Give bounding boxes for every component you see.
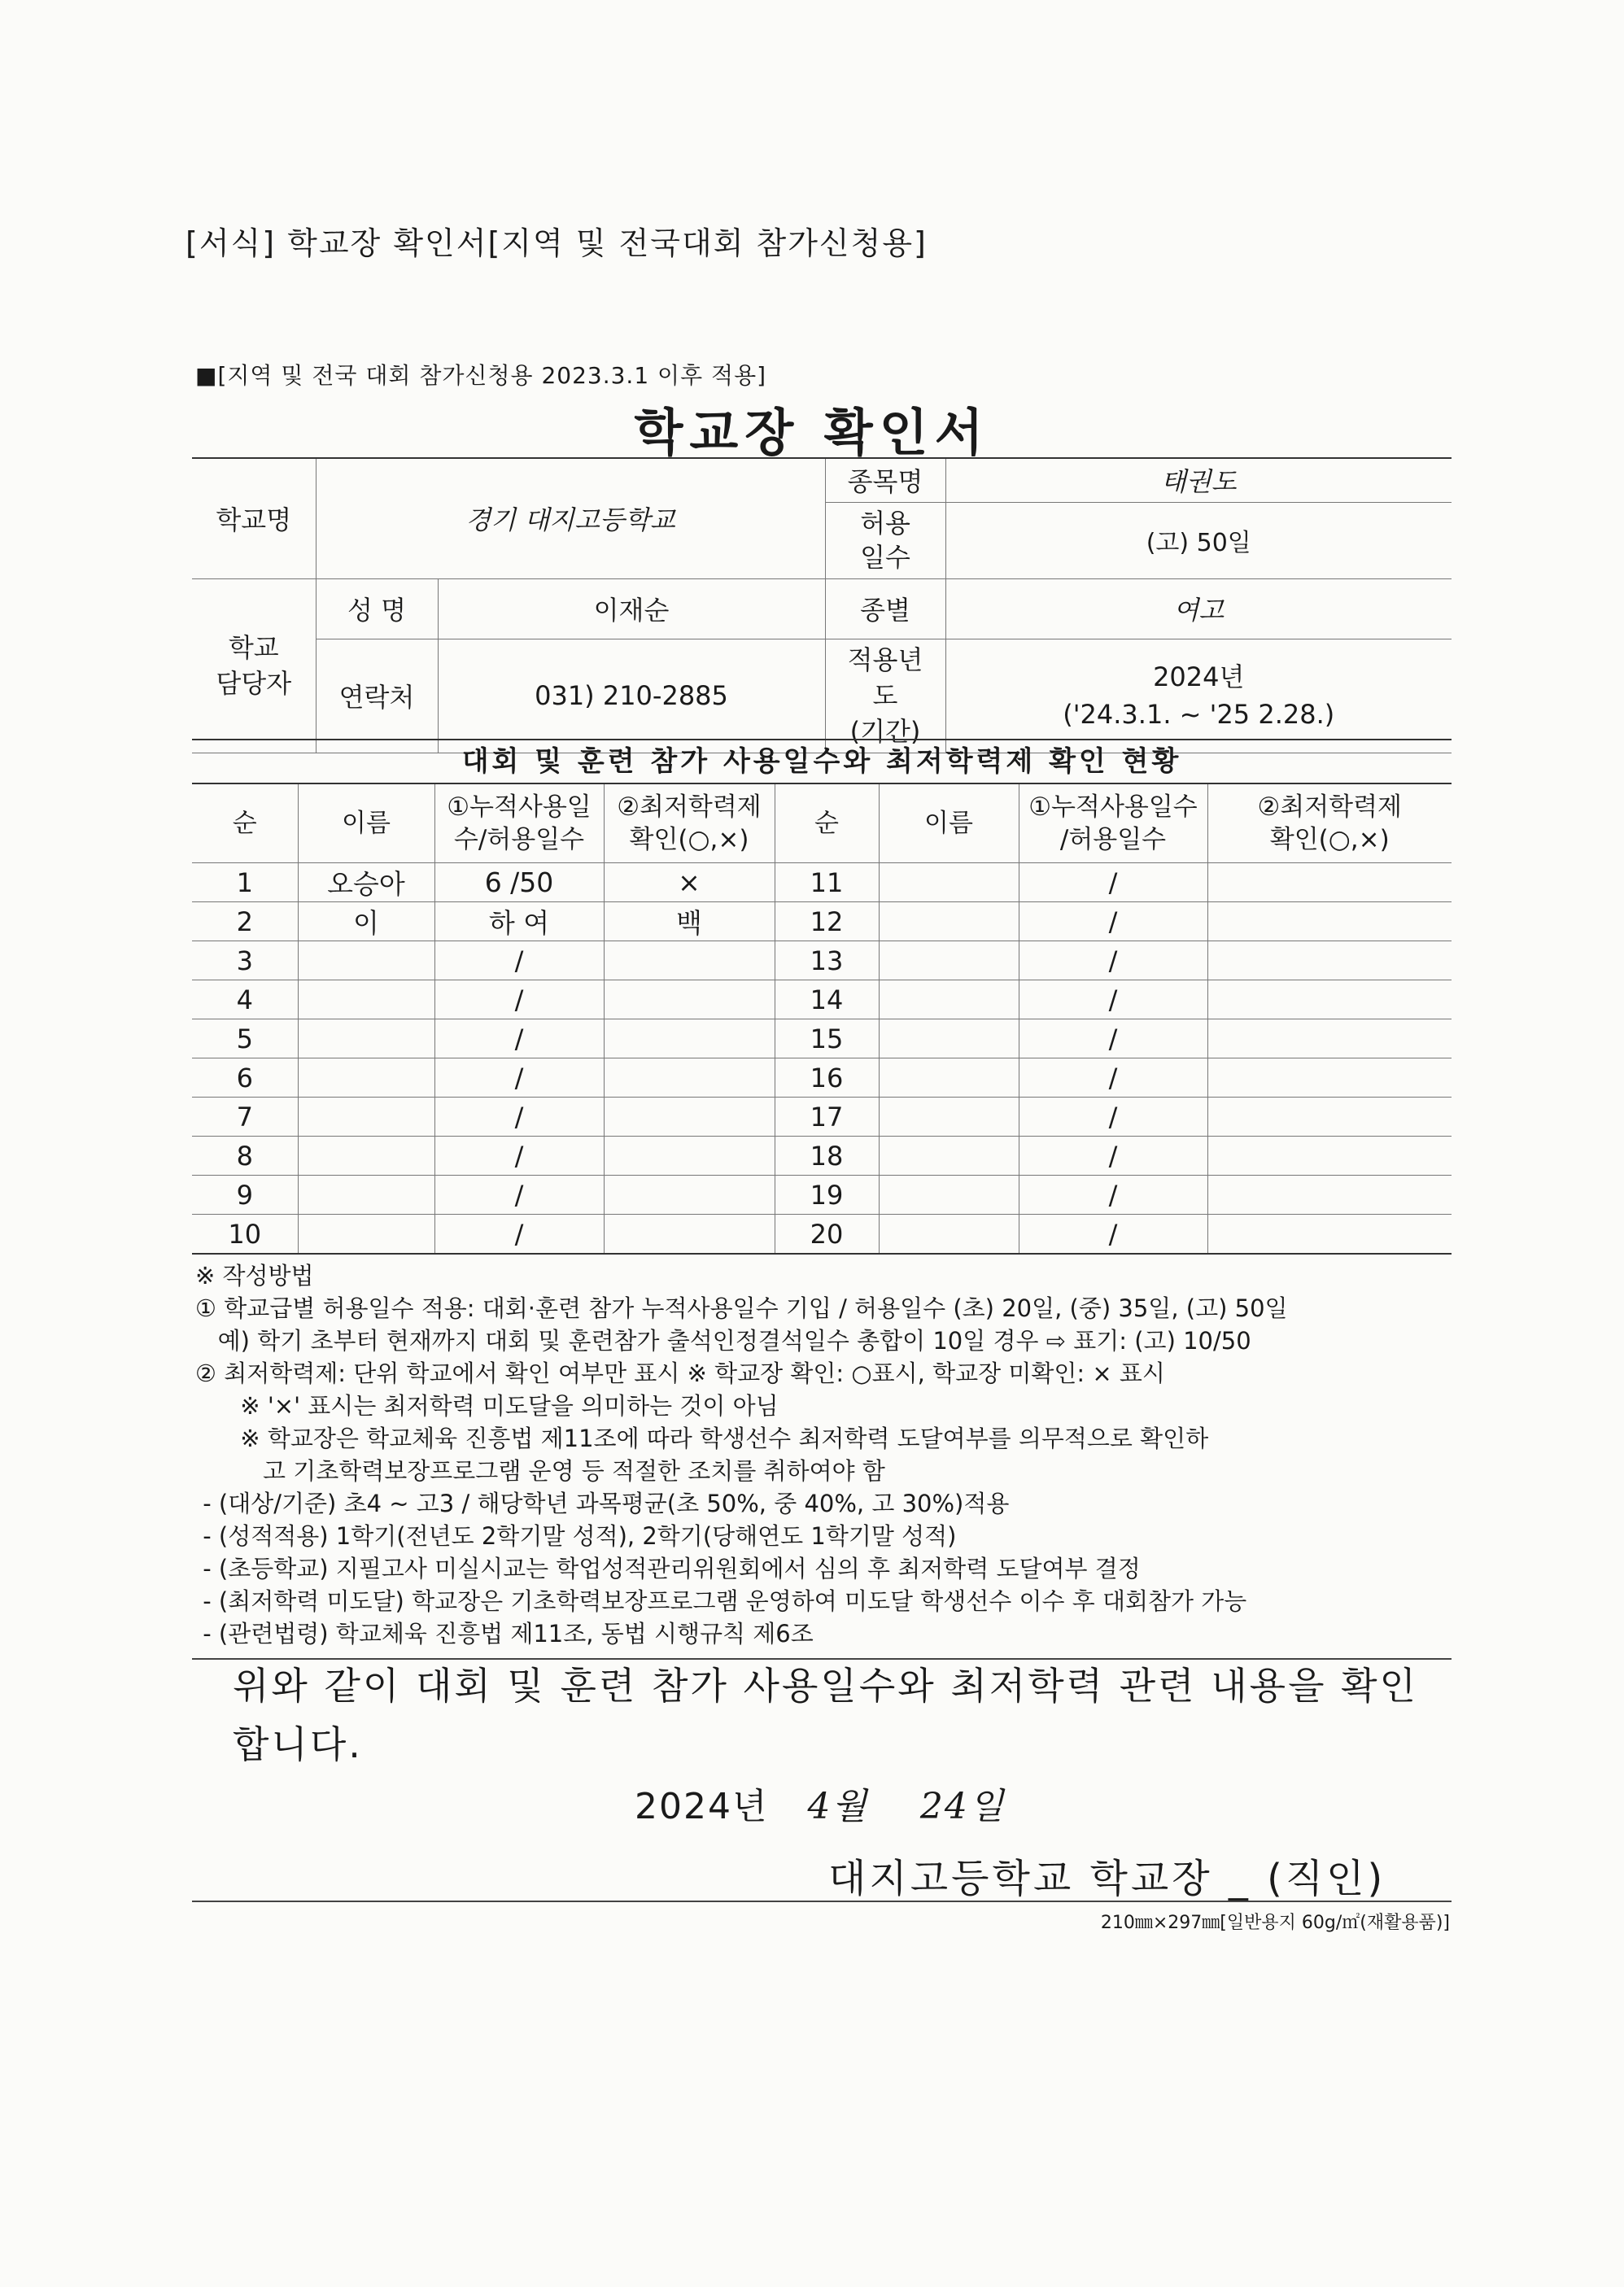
table-row bbox=[192, 1058, 1452, 1098]
instruction-line: - (초등학교) 지필고사 미실시교는 학업성적관리위원회에서 심의 후 최저학력 도달여부 결정 bbox=[195, 1555, 1141, 1582]
days-used-right: / bbox=[1019, 1215, 1207, 1255]
period-year: 2024년 bbox=[1153, 661, 1245, 692]
days-used-right: / bbox=[1019, 941, 1207, 980]
school-name-value: 경기 대지고등학교 bbox=[316, 458, 825, 578]
row-number-right: 12 bbox=[775, 902, 879, 941]
academic-check-right bbox=[1207, 1215, 1452, 1255]
statement-line-2: 합니다. bbox=[233, 1722, 363, 1766]
event-label: 종목명 bbox=[825, 458, 945, 502]
row-number-right: 14 bbox=[775, 980, 879, 1019]
info-table bbox=[192, 457, 1452, 753]
days-used-left: / bbox=[434, 1137, 604, 1176]
academic-check-right bbox=[1207, 1058, 1452, 1098]
row-number-right: 15 bbox=[775, 1019, 879, 1058]
student-name-right bbox=[879, 863, 1019, 902]
instructions bbox=[195, 1259, 1465, 1650]
days-used-right: / bbox=[1019, 1098, 1207, 1137]
instruction-line: ※ '×' 표시는 최저학력 미도달을 의미하는 것이 아님 bbox=[195, 1392, 779, 1420]
header-check-right: ②최저학력제 확인(○,×) bbox=[1207, 783, 1452, 863]
instruction-line: 예) 학기 초부터 현재까지 대회 및 훈련참가 출석인정결석일수 총합이 10일 경우 ⇨ 표기: (고) 10/50 bbox=[195, 1327, 1251, 1355]
row-number-left: 3 bbox=[192, 941, 298, 980]
student-name-right bbox=[879, 902, 1019, 941]
principal-signature: 대지고등학교 학교장 _ (직인) bbox=[828, 1856, 1386, 1901]
academic-check-right bbox=[1207, 1019, 1452, 1058]
student-name-right bbox=[879, 941, 1019, 980]
instruction-line: ① 학교급별 허용일수 적용: 대회·훈련 참가 누적사용일수 기입 / 허용일수 (초) 20일, (중) 35일, (고) 50일 bbox=[195, 1294, 1288, 1322]
row-number-left: 4 bbox=[192, 980, 298, 1019]
student-name-left bbox=[298, 980, 434, 1019]
instruction-line: - (최저학력 미도달) 학교장은 기초학력보장프로그램 운영하여 미도달 학생선수 이수 후 대회참가 가능 bbox=[195, 1587, 1247, 1615]
student-name-left: 오승아 bbox=[298, 863, 434, 902]
allowed-days-value: (고) 50일 bbox=[945, 502, 1452, 578]
table-row bbox=[192, 1098, 1452, 1137]
days-used-left: / bbox=[434, 1176, 604, 1215]
applicability-note: ■[지역 및 전국 대회 참가신청용 2023.3.1 이후 적용] bbox=[195, 362, 767, 389]
date-day: 24일 bbox=[919, 1786, 1006, 1827]
academic-check-left: × bbox=[604, 863, 775, 902]
academic-check-left: 백 bbox=[604, 902, 775, 941]
header-no-right: 순 bbox=[775, 783, 879, 863]
student-name-left bbox=[298, 1058, 434, 1098]
days-used-right: / bbox=[1019, 980, 1207, 1019]
days-used-left: / bbox=[434, 1098, 604, 1137]
academic-check-right bbox=[1207, 902, 1452, 941]
student-name-left bbox=[298, 1215, 434, 1255]
row-number-right: 11 bbox=[775, 863, 879, 902]
academic-check-right bbox=[1207, 941, 1452, 980]
row-number-left: 8 bbox=[192, 1137, 298, 1176]
days-used-right: / bbox=[1019, 863, 1207, 902]
academic-check-right bbox=[1207, 1176, 1452, 1215]
row-number-right: 18 bbox=[775, 1137, 879, 1176]
days-used-left: 하 여 bbox=[434, 902, 604, 941]
bottom-divider bbox=[192, 1901, 1452, 1902]
participation-table bbox=[192, 783, 1452, 1255]
manager-label: 학교 담당자 bbox=[192, 578, 316, 753]
header-days-left: ①누적사용일 수/허용일수 bbox=[434, 783, 604, 863]
days-used-left: 6 /50 bbox=[434, 863, 604, 902]
instruction-line: - (대상/기준) 초4 ~ 고3 / 해당학년 과목평균(초 50%, 중 40%, 고 30%)적용 bbox=[195, 1490, 1010, 1517]
date-month: 4월 bbox=[807, 1786, 868, 1827]
table-row bbox=[192, 1215, 1452, 1255]
document-title: 학교장 확인서 bbox=[634, 403, 990, 462]
instruction-line: 고 기초학력보장프로그램 운영 등 적절한 조치를 취하여야 함 bbox=[195, 1457, 885, 1485]
period-range: ('24.3.1. ~ '25 2.28.) bbox=[1063, 699, 1335, 730]
days-used-left: / bbox=[434, 941, 604, 980]
table-row bbox=[192, 980, 1452, 1019]
days-used-left: / bbox=[434, 1215, 604, 1255]
header-days-right: ①누적사용일수 /허용일수 bbox=[1019, 783, 1207, 863]
event-value: 태권도 bbox=[945, 458, 1452, 502]
days-used-right: / bbox=[1019, 1019, 1207, 1058]
section-title: 대회 및 훈련 참가 사용일수와 최저학력제 확인 현황 bbox=[192, 739, 1452, 781]
form-title: [서식] 학교장 확인서[지역 및 전국대회 참가신청용] bbox=[186, 225, 928, 261]
days-used-left: / bbox=[434, 980, 604, 1019]
date-year: 2024년 bbox=[635, 1786, 769, 1827]
student-name-left bbox=[298, 1137, 434, 1176]
instruction-line: ② 최저학력제: 단위 학교에서 확인 여부만 표시 ※ 학교장 확인: ○표시, 학교장 미확인: × 표시 bbox=[195, 1360, 1165, 1387]
academic-check-right bbox=[1207, 1137, 1452, 1176]
student-name-left bbox=[298, 1019, 434, 1058]
header-check-left: ②최저학력제 확인(○,×) bbox=[604, 783, 775, 863]
table-row bbox=[192, 902, 1452, 941]
academic-check-left bbox=[604, 1137, 775, 1176]
period-label: 적용년 도 (기간) bbox=[825, 639, 945, 753]
student-name-right bbox=[879, 1019, 1019, 1058]
days-used-right: / bbox=[1019, 1176, 1207, 1215]
academic-check-left bbox=[604, 1215, 775, 1255]
student-name-left bbox=[298, 1098, 434, 1137]
academic-check-left bbox=[604, 1098, 775, 1137]
row-number-right: 20 bbox=[775, 1215, 879, 1255]
student-name-right bbox=[879, 1098, 1019, 1137]
header-name-left: 이름 bbox=[298, 783, 434, 863]
statement-line-1: 위와 같이 대회 및 훈련 참가 사용일수와 최저학력 관련 내용을 확인 bbox=[233, 1664, 1418, 1708]
days-used-right: / bbox=[1019, 1137, 1207, 1176]
row-number-left: 1 bbox=[192, 863, 298, 902]
row-number-left: 10 bbox=[192, 1215, 298, 1255]
table-row bbox=[192, 863, 1452, 902]
academic-check-left bbox=[604, 1176, 775, 1215]
confirmation-statement bbox=[233, 1656, 1418, 1774]
student-name-right bbox=[879, 1176, 1019, 1215]
academic-check-right bbox=[1207, 1098, 1452, 1137]
instruction-line: - (관련법령) 학교체육 진흥법 제11조, 동법 시행규칙 제6조 bbox=[195, 1620, 814, 1648]
row-number-right: 19 bbox=[775, 1176, 879, 1215]
category-value: 여고 bbox=[945, 578, 1452, 639]
academic-check-right bbox=[1207, 863, 1452, 902]
student-name-left: 이 bbox=[298, 902, 434, 941]
row-number-left: 9 bbox=[192, 1176, 298, 1215]
contact-label: 연락처 bbox=[316, 639, 438, 753]
student-name-right bbox=[879, 1137, 1019, 1176]
days-used-right: / bbox=[1019, 902, 1207, 941]
academic-check-left bbox=[604, 1058, 775, 1098]
table-row bbox=[192, 1137, 1452, 1176]
days-used-left: / bbox=[434, 1019, 604, 1058]
row-number-left: 7 bbox=[192, 1098, 298, 1137]
instruction-line: - (성적적용) 1학기(전년도 2학기말 성적), 2학기(당해연도 1학기말 성적) bbox=[195, 1522, 957, 1550]
academic-check-left bbox=[604, 941, 775, 980]
instruction-line: ※ 학교장은 학교체육 진흥법 제11조에 따라 학생선수 최저학력 도달여부를 의무적으로 확인하 bbox=[195, 1425, 1209, 1452]
row-number-right: 17 bbox=[775, 1098, 879, 1137]
name-label: 성 명 bbox=[316, 578, 438, 639]
student-name-right bbox=[879, 1058, 1019, 1098]
school-name-label: 학교명 bbox=[192, 458, 316, 578]
allowed-days-label: 허용 일수 bbox=[825, 502, 945, 578]
academic-check-left bbox=[604, 1019, 775, 1058]
student-name-right bbox=[879, 980, 1019, 1019]
days-used-right: / bbox=[1019, 1058, 1207, 1098]
header-no-left: 순 bbox=[192, 783, 298, 863]
instruction-line: ※ 작성방법 bbox=[195, 1262, 314, 1290]
days-used-left: / bbox=[434, 1058, 604, 1098]
contact-value: 031) 210-2885 bbox=[438, 639, 825, 753]
row-number-left: 5 bbox=[192, 1019, 298, 1058]
row-number-left: 2 bbox=[192, 902, 298, 941]
paper-spec: 210㎜×297㎜[일반용지 60g/㎡(재활용품)] bbox=[1100, 1913, 1450, 1933]
table-row bbox=[192, 941, 1452, 980]
category-label: 종별 bbox=[825, 578, 945, 639]
academic-check-left bbox=[604, 980, 775, 1019]
student-name-right bbox=[879, 1215, 1019, 1255]
issue-date bbox=[635, 1777, 1005, 1829]
row-number-right: 13 bbox=[775, 941, 879, 980]
row-number-right: 16 bbox=[775, 1058, 879, 1098]
manager-name: 이재순 bbox=[438, 578, 825, 639]
student-name-left bbox=[298, 941, 434, 980]
student-name-left bbox=[298, 1176, 434, 1215]
table-row bbox=[192, 1019, 1452, 1058]
academic-check-right bbox=[1207, 980, 1452, 1019]
table-row bbox=[192, 1176, 1452, 1215]
header-name-right: 이름 bbox=[879, 783, 1019, 863]
row-number-left: 6 bbox=[192, 1058, 298, 1098]
